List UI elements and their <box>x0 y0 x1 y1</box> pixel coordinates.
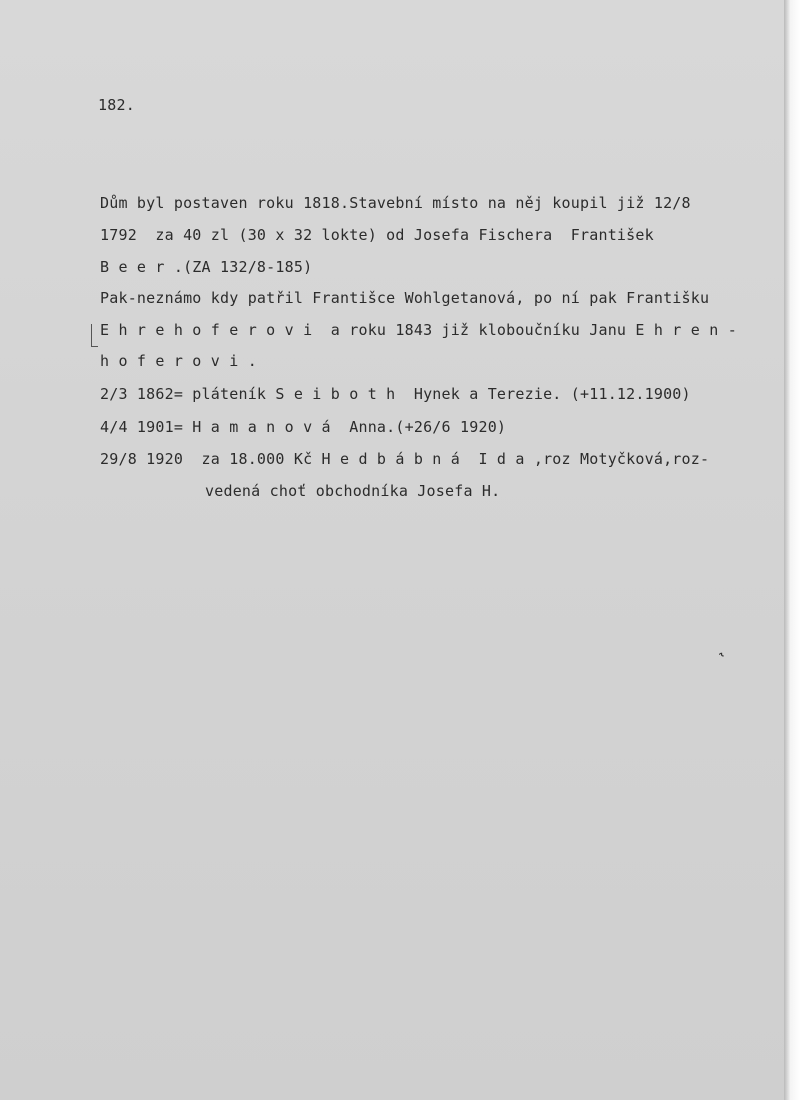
text-line-10: vedená choť obchodníka Josefa H. <box>205 482 501 500</box>
text-line-1: Dům byl postaven roku 1818.Stavební místo na něj koupil již 12/8 <box>100 194 691 212</box>
paper-edge <box>784 0 800 1100</box>
text-line-9: 29/8 1920 za 18.000 Kč H e d b á b n á I d a ,roz Motyčková,roz- <box>100 450 710 468</box>
text-line-3: B e e r .(ZA 132/8-185) <box>100 258 313 276</box>
margin-bracket-mark <box>91 324 98 347</box>
text-line-4: Pak-neznámo kdy patřil Františce Wohlgetanová, po ní pak Františku <box>100 289 710 307</box>
stray-ink-mark-icon: ˞ <box>719 648 724 664</box>
text-line-8: 4/4 1901= H a m a n o v á Anna.(+26/6 1920) <box>100 418 507 436</box>
text-line-2: 1792 za 40 zl (30 x 32 lokte) od Josefa Fischera František <box>100 226 654 244</box>
page-number: 182. <box>98 96 135 114</box>
text-line-7: 2/3 1862= pláteník S e i b o t h Hynek a Terezie. (+11.12.1900) <box>100 385 691 403</box>
text-line-5: E h r e h o f e r o v i a roku 1843 již kloboučníku Janu E h r e n - <box>100 321 737 339</box>
text-line-6: h o f e r o v i . <box>100 352 257 370</box>
